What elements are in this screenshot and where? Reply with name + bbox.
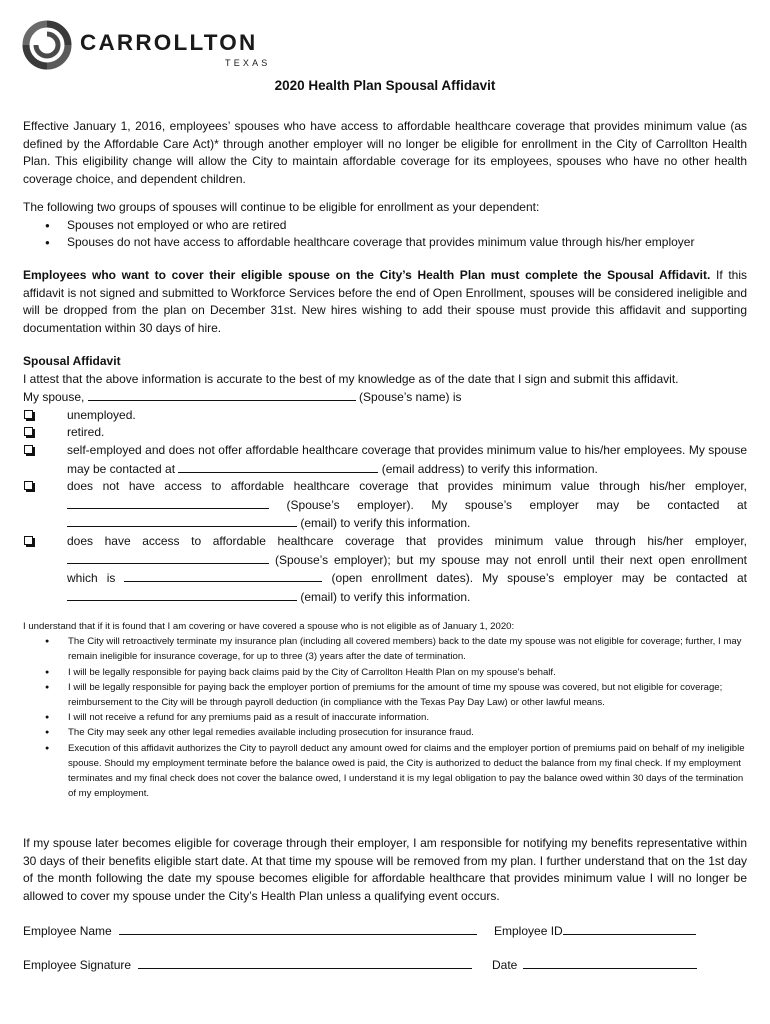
open-enrollment-dates-field[interactable] <box>124 569 322 582</box>
unemployed-label: unemployed. <box>67 407 136 422</box>
has-access-text: does have access to affordable healthcare coverage that provides minimum value through his/her employer, <box>67 533 747 548</box>
list-item: ● Execution of this affidavit authorizes the City to payroll deduct any amount owed for claims and the employer portion of premiums paid on behalf of my ineligible spouse. Should my employment terminate before the balance owed is paid, the City is authorized to deduct the balance from my final check. If my employment terminates and my final check does not cover the balance owed, I understand it is my legal obligation to pay the balance owed within 30 days of the termination of my employment. <box>23 741 747 802</box>
closing-paragraph <box>23 835 747 905</box>
list-item: ● The City will retroactively terminate my insurance plan (including all covered members) back to the date my spouse was not eligible for coverage; further, I may remain ineligible for insurance coverage, for up to three (3) years after the date of termination. <box>23 634 747 664</box>
open-enrollment-dates-label: (open enrollment dates). My spouse’s employer may be contacted at <box>331 571 747 586</box>
intro-text: Effective January 1, 2016, employees’ spouses who have access to affordable healthcare coverage that provides minimum value (as defined by the Affordable Care Act)* through another employer will no longer be eligible for enrollment in the City of Carrollton Health Plan. This eligibility change will allow the City to maintain affordable coverage for its employees, spouses who have no other health coverage choice, and dependent children. <box>23 119 747 186</box>
employee-id-label: Employee ID <box>494 924 563 938</box>
option-has-access <box>23 533 747 606</box>
requirement-rest: If this affidavit is not signed and submitted to Workforce Services before the end of Open Enrollment, spouses will be considered ineligible and will be dropped from the plan on December 31st. New hires wishing to add their spouse must provide this affidavit and supporting documentation within 30 days of hire. <box>23 268 747 335</box>
date-field[interactable] <box>523 956 697 969</box>
employee-signature-label: Employee Signature <box>23 958 132 972</box>
understand-section <box>23 619 747 801</box>
option-retired <box>23 424 747 442</box>
retired-checkbox[interactable] <box>24 427 33 436</box>
no-access-email-label: (email) to verify this information. <box>300 516 471 531</box>
my-spouse-label: My spouse, <box>23 390 85 405</box>
logo-name: CARROLLTON <box>80 30 258 55</box>
self-employed-email-field[interactable] <box>178 460 378 473</box>
option-unemployed <box>23 407 747 425</box>
employee-signature-field[interactable] <box>138 956 472 969</box>
no-access-text: does not have access to affordable healthcare coverage that provides minimum value through his/her employer, <box>67 479 747 494</box>
no-access-checkbox[interactable] <box>24 481 33 490</box>
spouse-name-label: (Spouse’s name) is <box>359 390 462 405</box>
closing-text: If my spouse later becomes eligible for coverage through their employer, I am responsible for notifying my benefits representative within 30 days of their benefits eligible start date. At that time my spouse will be removed from my plan. I further understand that on the 1st day of the month following the date my spouse becomes eligible for affordable healthcare that provides minimum value I will no longer be allowed to cover my spouse under the City’s Health Plan unless a qualifying event occurs. <box>23 836 747 903</box>
self-employed-checkbox[interactable] <box>24 445 33 454</box>
option-self-employed <box>23 442 747 478</box>
self-employed-text: self-employed and does not offer affordable healthcare coverage that provides minimum value to his/her employees. My spouse may be contacted at <box>67 442 747 476</box>
option-no-access <box>23 478 747 533</box>
logo-state: TEXAS <box>225 58 271 68</box>
list-item: ● The City may seek any other legal remedies available including prosecution for insurance fraud. <box>23 725 747 740</box>
no-access-email-field[interactable] <box>67 514 297 527</box>
spouse-name-field[interactable] <box>88 388 356 401</box>
has-access-employer-label: (Spouse’s employer); but my spouse may not enroll until their next open enrollment which is <box>67 552 747 586</box>
employee-id-field[interactable] <box>563 922 696 935</box>
affidavit-heading: Spousal Affidavit <box>23 354 121 368</box>
no-access-employer-field[interactable] <box>67 496 269 509</box>
employee-name-label: Employee Name <box>23 924 112 938</box>
intro-paragraph <box>23 118 747 188</box>
list-item: ● I will be legally responsible for paying back claims paid by the City of Carrollton Health Plan on my spouse’s behalf. <box>23 665 747 680</box>
understand-list <box>23 634 747 801</box>
spouse-name-line <box>23 388 747 407</box>
eligibility-lead: The following two groups of spouses will continue to be eligible for enrollment as your dependent: <box>23 200 540 214</box>
has-access-email-label: (email) to verify this information. <box>300 589 471 604</box>
unemployed-checkbox[interactable] <box>24 410 33 419</box>
date-row <box>492 956 697 972</box>
page-title: 2020 Health Plan Spousal Affidavit <box>274 78 496 93</box>
employee-id-row <box>494 922 696 938</box>
no-access-employer-label: (Spouse’s employer). My spouse’s employer may be contacted at <box>286 497 747 512</box>
carrollton-logo-mark-icon <box>22 20 72 70</box>
has-access-employer-field[interactable] <box>67 551 269 564</box>
employee-name-field[interactable] <box>119 922 477 935</box>
requirement-bold: Employees who want to cover their eligible spouse on the City’s Health Plan must complete the Spousal Affidavit. <box>23 268 711 282</box>
list-item: ● Spouses not employed or who are retired <box>23 217 747 235</box>
list-item: ● I will not receive a refund for any premiums paid as a result of inaccurate information. <box>23 710 747 725</box>
understand-lead: I understand that if it is found that I am covering or have covered a spouse who is not eligible as of January 1, 2020: <box>23 621 515 632</box>
date-label: Date <box>492 958 518 972</box>
has-access-checkbox[interactable] <box>24 536 33 545</box>
employee-name-row <box>23 922 477 938</box>
has-access-email-field[interactable] <box>67 588 297 601</box>
spousal-affidavit-section <box>23 353 747 606</box>
list-item: ● Spouses do not have access to affordable healthcare coverage that provides minimum value through his/her employer <box>23 234 747 252</box>
eligibility-list <box>23 217 747 252</box>
attest-text: I attest that the above information is accurate to the best of my knowledge as of the date that I sign and submit this affidavit. <box>23 371 679 386</box>
eligibility-section <box>23 199 747 252</box>
requirement-paragraph <box>23 267 747 337</box>
retired-label: retired. <box>67 425 105 440</box>
self-employed-email-label: (email address) to verify this information. <box>381 461 598 476</box>
carrollton-logo <box>22 20 271 70</box>
list-item: ● I will be legally responsible for paying back the employer portion of premiums for the amount of time my spouse was covered, but not eligible for coverage; reimbursement to the City will be through payroll deduction (in compliance with the Texas Pay Day Law) or other lawful means. <box>23 680 747 710</box>
employee-signature-row <box>23 956 472 972</box>
